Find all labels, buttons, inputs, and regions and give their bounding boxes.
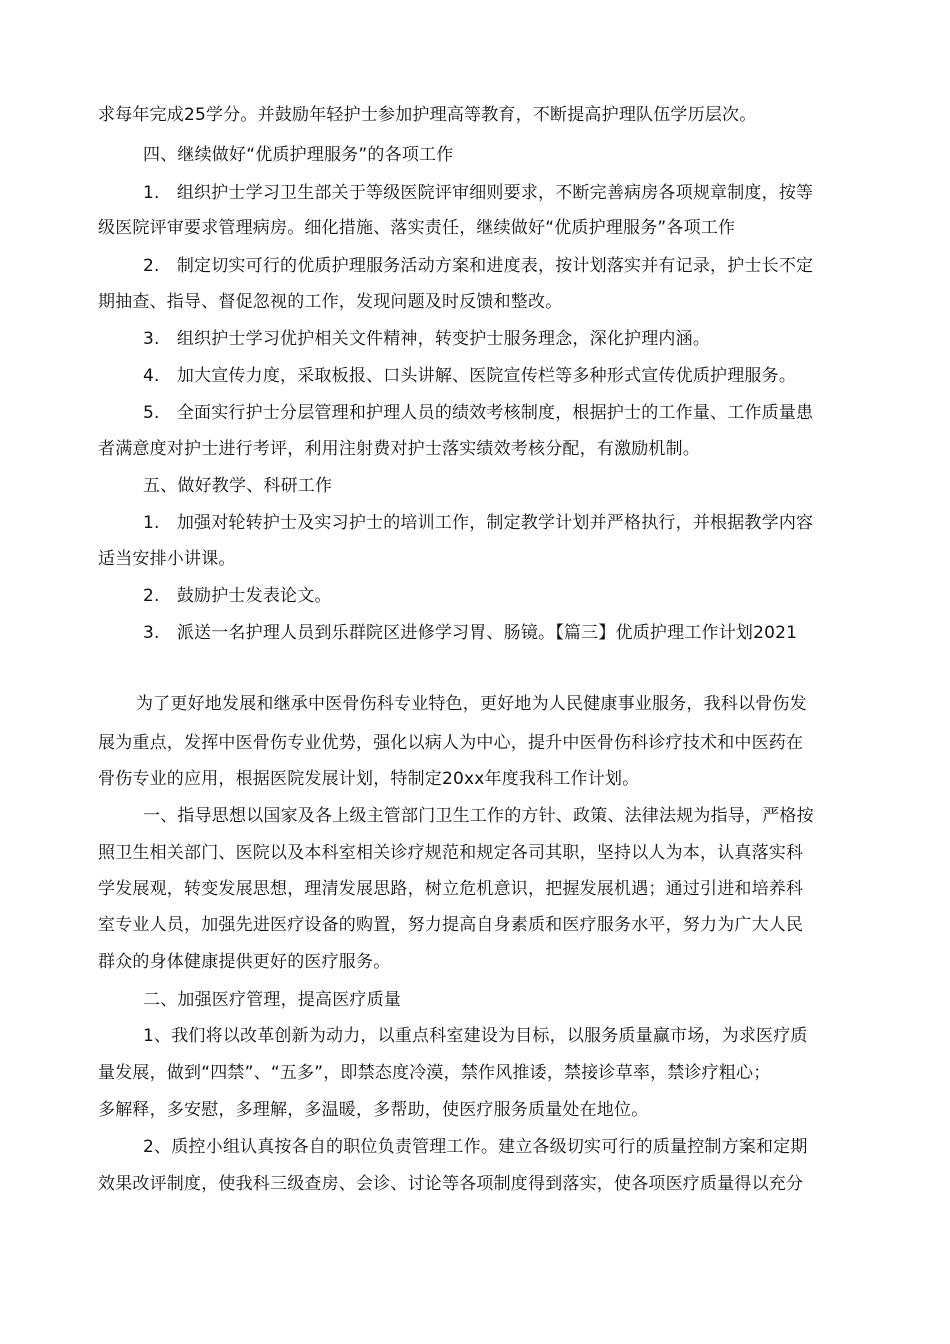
- section-heading: 五、做好教学、科研工作: [143, 476, 333, 496]
- paragraph-line: 量发展，做到“四禁”、“五多”，即禁态度冷漠，禁作风推诿，禁接诊草率，禁诊疗粗心；: [98, 1063, 771, 1083]
- paragraph-line: 骨伤专业的应用，根据医院发展计划，特制定20xx年度我科工作计划。: [98, 769, 640, 789]
- paragraph-line: 照卫生相关部门、医院以及本科室相关诊疗规范和规定各司其职，坚持以人为本，认真落实科: [98, 843, 804, 863]
- list-item-line: 1. 组织护士学习卫生部关于等级医院评审细则要求，不断完善病房各项规章制度，按等: [143, 183, 814, 203]
- paragraph-line: 1、我们将以改革创新为动力，以重点科室建设为目标，以服务质量赢市场，为求医疗质: [143, 1026, 808, 1046]
- section-heading: 一、指导思想以国家及各上级主管部门卫生工作的方针、政策、法律法规为指导，严格按: [143, 806, 814, 826]
- paragraph-line: 群众的身体健康提供更好的医疗服务。: [98, 952, 391, 972]
- list-item-line: 3. 组织护士学习优护相关文件精神，转变护士服务理念，深化护理内涵。: [143, 329, 711, 349]
- list-item-line: 3. 派送一名护理人员到乐群院区进修学习胃、肠镜。【篇三】优质护理工作计划2021: [143, 623, 798, 643]
- list-item-line: 1. 加强对轮转护士及实习护士的培训工作，制定教学计划并严格执行，并根据教学内容: [143, 513, 814, 533]
- list-item-line: 5. 全面实行护士分层管理和护理人员的绩效考核制度，根据护士的工作量、工作质量患: [143, 403, 814, 423]
- paragraph-line: 期抽查、指导、督促忽视的工作，发现问题及时反馈和整改。: [98, 292, 563, 312]
- paragraph-line: 为了更好地发展和继承中医骨伤科专业特色，更好地为人民健康事业服务，我科以骨伤发: [136, 694, 807, 714]
- section-heading: 四、继续做好“优质护理服务”的各项工作: [143, 145, 454, 165]
- paragraph-line: 展为重点，发挥中医骨伤专业优势，强化以病人为中心，提升中医骨伤科诊疗技术和中医药在: [98, 733, 804, 753]
- paragraph-line: 学发展观，转变发展思想，理清发展思路，树立危机意识，把握发展机遇；通过引进和培养科: [98, 879, 804, 899]
- paragraph-line: 多解释，多安慰，多理解，多温暖，多帮助，使医疗服务质量处在地位。: [98, 1100, 649, 1120]
- paragraph-line: 级医院评审要求管理病房。细化措施、落实责任，继续做好“优质护理服务”各项工作: [98, 218, 736, 238]
- list-item-line: 2. 鼓励护士发表论文。: [143, 586, 332, 606]
- list-item-line: 4. 加大宣传力度，采取板报、口头讲解、医院宣传栏等多种形式宣传优质护理服务。: [143, 366, 797, 386]
- paragraph-line: 效果改评制度，使我科三级查房、会诊、讨论等各项制度得到落实，使各项医疗质量得以充分: [98, 1174, 804, 1194]
- paragraph-line: 求每年完成25学分。并鼓励年轻护士参加护理高等教育，不断提高护理队伍学历层次。: [98, 105, 757, 125]
- list-item-line: 2. 制定切实可行的优质护理服务活动方案和进度表，按计划落实并有记录，护士长不定: [143, 256, 814, 276]
- paragraph-line: 室专业人员，加强先进医疗设备的购置，努力提高自身素质和医疗服务水平，努力为广大人民: [98, 915, 804, 935]
- section-heading: 二、加强医疗管理，提高医疗质量: [143, 990, 401, 1010]
- paragraph-line: 2、质控小组认真按各自的职位负责管理工作。建立各级切实可行的质量控制方案和定期: [143, 1137, 808, 1157]
- paragraph-line: 适当安排小讲课。: [98, 549, 236, 569]
- paragraph-line: 者满意度对护士进行考评，利用注射费对护士落实绩效考核分配，有激励机制。: [98, 439, 700, 459]
